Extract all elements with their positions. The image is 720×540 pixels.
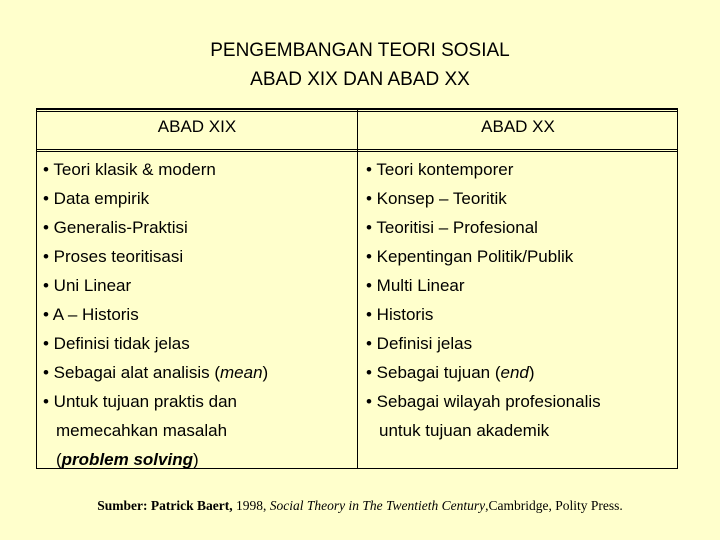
list-item xyxy=(366,358,601,387)
list-item: • A – Historis xyxy=(43,305,139,324)
list-item: • Teori klasik & modern xyxy=(43,160,216,179)
list-item-emphasis: end xyxy=(500,363,529,382)
list-item-continuation: memecahkan masalah xyxy=(56,421,228,440)
list-item: • Generalis-Praktisi xyxy=(43,218,188,237)
list-item: • Definisi tidak jelas xyxy=(43,334,190,353)
column-header-abad-xix: ABAD XIX xyxy=(157,117,237,136)
list-item: • Data empirik xyxy=(43,189,150,208)
list-item-continuation: untuk tujuan akademik xyxy=(379,421,550,440)
list-item: • Multi Linear xyxy=(366,276,465,295)
column-header-abad-xx: ABAD XX xyxy=(481,117,555,136)
list-item-text: ) xyxy=(262,363,269,382)
list-item: • Kepentingan Politik/Publik xyxy=(366,247,574,266)
source-year: 1998, xyxy=(232,498,270,513)
list-item: • Uni Linear xyxy=(43,276,132,295)
list-item: • Untuk tujuan praktis dan xyxy=(43,392,238,411)
column-abad-xix-list xyxy=(43,155,268,474)
source-book-title: Social Theory in The Twentieth Century xyxy=(269,498,486,513)
list-item: • Konsep – Teoritik xyxy=(366,189,507,208)
list-item-text: ( xyxy=(56,450,62,469)
comparison-table xyxy=(36,108,678,469)
list-item: • Teoritisi – Profesional xyxy=(366,218,538,237)
list-item: • Historis xyxy=(366,305,434,324)
column-abad-xx-list xyxy=(366,155,601,445)
slide-title xyxy=(0,36,720,94)
title-line-1: PENGEMBANGAN TEORI SOSIAL xyxy=(210,40,510,61)
list-item: • Proses teoritisasi xyxy=(43,247,184,266)
list-item-emphasis: problem solving xyxy=(61,450,193,469)
source-citation xyxy=(0,498,720,514)
list-item-text: ) xyxy=(528,363,535,382)
list-item-text: ) xyxy=(192,450,199,469)
column-divider xyxy=(357,109,358,468)
title-line-2: ABAD XIX DAN ABAD XX xyxy=(250,69,470,90)
source-label: Sumber: Patrick Baert, xyxy=(97,498,233,513)
list-item xyxy=(43,358,268,387)
list-item: • Sebagai wilayah profesionalis xyxy=(366,392,601,411)
source-publisher: ,Cambridge, Polity Press. xyxy=(485,498,623,513)
list-item-emphasis: mean xyxy=(220,363,263,382)
list-item: • Definisi jelas xyxy=(366,334,473,353)
list-item-text: • Sebagai tujuan ( xyxy=(366,363,501,382)
list-item: • Teori kontemporer xyxy=(366,160,514,179)
list-item-text: • Sebagai alat analisis ( xyxy=(43,363,220,382)
list-item-continuation xyxy=(43,445,268,474)
